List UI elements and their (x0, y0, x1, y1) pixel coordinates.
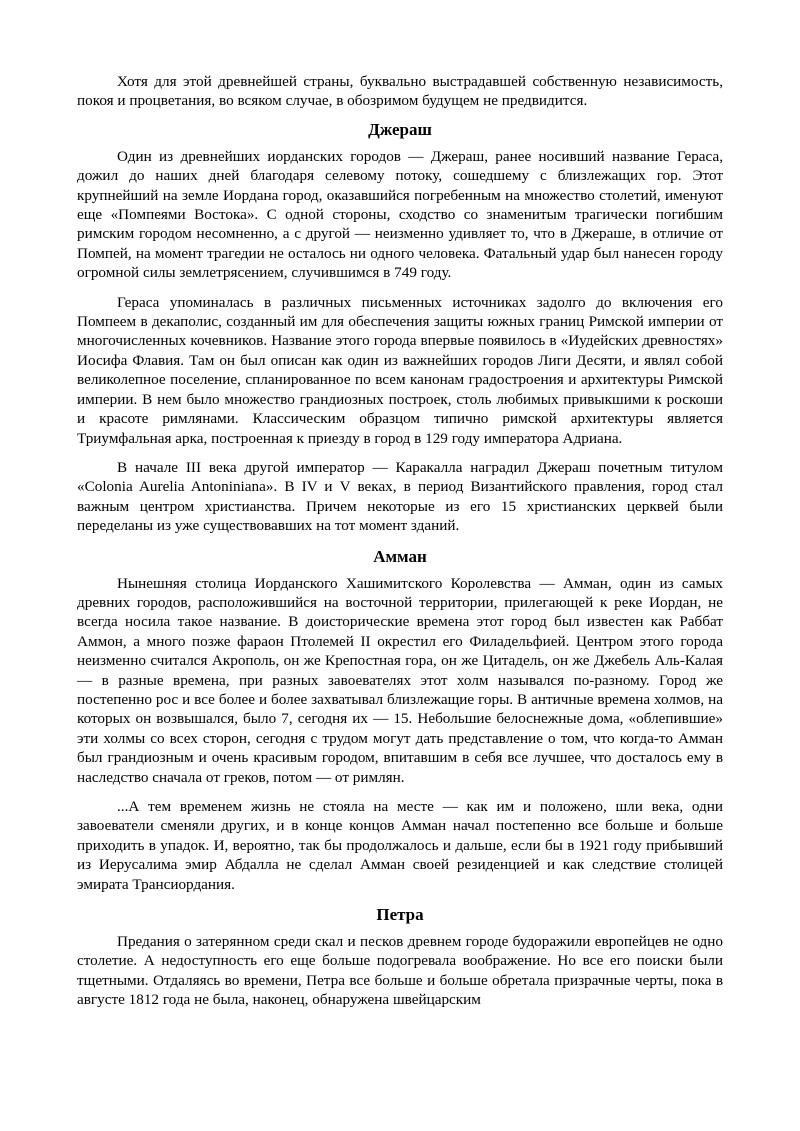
amman-paragraph-2: ...А тем временем жизнь не стояла на месте — как им и положено, шли века, одни завоеватели сменяли других, и в конце концов Амман начал постепенно все больше и больше приходить в упадок. И, вероятно, так бы продолжалось и дальше, если бы в 1921 году прибывший из Иерусалима эмир Абдалла не сделал Амман своей резиденцией и как следствие столицей эмирата Трансиордания. (77, 798, 723, 893)
jerash-paragraph-3: В начале III века другой император — Каракалла наградил Джераш почетным титулом «Colonia Aurelia Antoniniana». В IV и V веках, в период Византийского правления, город стал важным центром христианства. Причем некоторые из его 15 христианских церквей были переделаны из уже существовавших на тот момент зданий. (77, 458, 723, 535)
document-page (77, 72, 723, 1020)
jerash-paragraph-1: Один из древнейших иорданских городов — Джераш, ранее носивший название Гераса, дожил до наших дней благодаря селевому потоку, сошедшему с близлежащих гор. Этот крупнейший на земле Иордана город, оказавшийся погребенным на множество столетий, именуют еще «Помпеями Востока». С одной стороны, сходство со знаменитым трагически погибшим римским городом несомненно, а с другой — неизменно удивляет то, что в Джераше, в отличие от Помпей, на момент трагедии не осталось ни одного человека. Фатальный удар был нанесен городу огромной силы землетрясением, случившимся в 749 году. (77, 147, 723, 282)
jerash-paragraph-2: Гераса упоминалась в различных письменных источниках задолго до включения его Помпеем в декаполис, созданный им для обеспечения защиты южных границ Римской империи от многочисленных кочевников. Название этого города впервые появилось в «Иудейских древностях» Иосифа Флавия. Там он был описан как один из важнейших городов Лиги Десяти, и являл собой великолепное поселение, спланированное по всем канонам градостроения и архитектуры Римской империи. В нем было множество грандиозных построек, столь любимых привыкшими к роскоши и красоте римлянами. Классическим образцом типично римской архитектуры является Триумфальная арка, построенная к приезду в город в 129 году императора Адриана. (77, 293, 723, 447)
section-heading-jerash: Джераш (368, 119, 432, 139)
intro-paragraph: Хотя для этой древнейшей страны, буквально выстрадавшей собственную независимость, покоя и процветания, во всяком случае, в обозримом будущем не предвидится. (77, 73, 723, 110)
petra-paragraph-1: Предания о затерянном среди скал и песков древнем городе будоражили европейцев не одно столетие. А недоступность его еще больше подогревала воображение. Но все его поиски были тщетными. Отдаляясь во времени, Петра все больше и больше обретала призрачные черты, пока в августе 1812 года не была, наконец, обнаружена швейцарским (77, 933, 723, 1009)
amman-paragraph-1: Нынешняя столица Иорданского Хашимитского Королевства — Амман, один из самых древних городов, расположившийся на восточной территории, прилегающей к реке Иордан, не всегда носила такое название. В доисторические времена этот город был известен как Раббат Аммон, а много позже фараон Птолемей II окрестил его Филадельфией. Центром этого города неизменно считался Акрополь, он же Крепостная гора, он же Цитадель, он же Джебель Аль-Калая — в разные времена, при разных завоевателях этот холм назывался по-разному. Город же постепенно рос и все более и более захватывал близлежащие горы. В античные времена холмов, на которых он возвышался, было 7, сегодня их — 15. Небольшие белоснежные дома, «облепившие» эти холмы со всех сторон, сегодня с трудом могут дать представление о том, что когда-то Амман был грандиозным и очень красивым городом, впитавшим в себя все лучшее, что досталось ему в наследство сначала от греков, потом — от римлян. (77, 574, 723, 786)
section-heading-amman: Амман (373, 546, 427, 566)
section-heading-petra: Петра (376, 905, 424, 925)
